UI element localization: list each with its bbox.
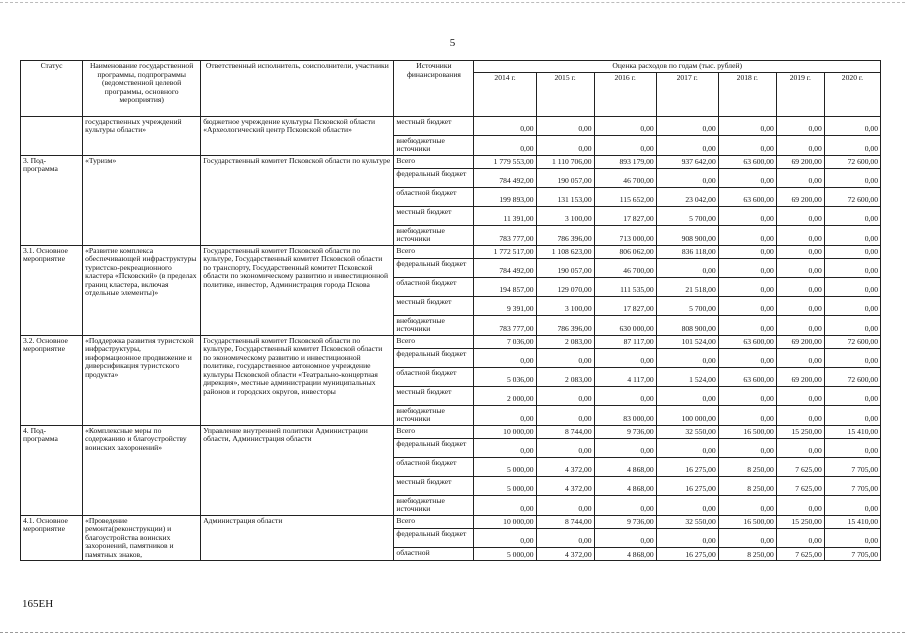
amount-cell: 0,00 (536, 135, 594, 155)
amount-cell: 0,00 (824, 495, 880, 515)
amount-cell: 0,00 (776, 348, 824, 367)
funding-source: Всего (394, 335, 474, 348)
amount-cell: 0,00 (536, 438, 594, 457)
amount-cell: 1 779 553,00 (474, 155, 536, 168)
amount-cell: 784 492,00 (474, 258, 536, 277)
funding-source: Всего (394, 425, 474, 438)
funding-source: областной бюджет (394, 187, 474, 206)
amount-cell: 4 868,00 (594, 547, 656, 560)
amount-cell: 0,00 (776, 405, 824, 425)
amount-cell: 4 117,00 (594, 367, 656, 386)
amount-cell: 4 868,00 (594, 476, 656, 495)
amount-cell: 0,00 (656, 258, 718, 277)
amount-cell: 0,00 (718, 225, 776, 245)
amount-cell: 69 200,00 (776, 187, 824, 206)
amount-cell: 0,00 (656, 495, 718, 515)
funding-source: федеральный бюджет (394, 438, 474, 457)
amount-cell: 0,00 (776, 225, 824, 245)
amount-cell: 0,00 (656, 528, 718, 547)
amount-cell: 8 250,00 (718, 476, 776, 495)
row-executor: Администрация области (201, 515, 394, 561)
amount-cell: 0,00 (824, 225, 880, 245)
funding-source: Всего (394, 155, 474, 168)
budget-table (20, 60, 881, 561)
amount-cell: 0,00 (824, 315, 880, 335)
amount-cell: 0,00 (824, 116, 880, 135)
row-status: 3.1. Основное мероприятие (21, 245, 83, 335)
amount-cell: 5 000,00 (474, 457, 536, 476)
amount-cell: 0,00 (536, 405, 594, 425)
amount-cell: 15 410,00 (824, 425, 880, 438)
amount-cell: 15 410,00 (824, 515, 880, 528)
funding-source: Всего (394, 245, 474, 258)
amount-cell: 0,00 (718, 116, 776, 135)
amount-cell: 783 777,00 (474, 225, 536, 245)
row-status: 3. Под-программа (21, 155, 83, 245)
amount-cell: 17 827,00 (594, 206, 656, 225)
amount-cell: 806 062,00 (594, 245, 656, 258)
amount-cell: 0,00 (594, 528, 656, 547)
amount-cell: 4 868,00 (594, 457, 656, 476)
amount-cell: 0,00 (776, 495, 824, 515)
amount-cell: 2 083,00 (536, 335, 594, 348)
header-year: 2020 г. (824, 72, 880, 116)
amount-cell: 0,00 (718, 405, 776, 425)
amount-cell: 72 600,00 (824, 155, 880, 168)
amount-cell: 808 900,00 (656, 315, 718, 335)
funding-source: федеральный бюджет (394, 348, 474, 367)
funding-source: местный бюджет (394, 116, 474, 135)
amount-cell: 4 372,00 (536, 547, 594, 560)
amount-cell: 32 550,00 (656, 515, 718, 528)
amount-cell: 10 000,00 (474, 425, 536, 438)
amount-cell: 8 250,00 (718, 457, 776, 476)
amount-cell: 8 744,00 (536, 515, 594, 528)
amount-cell: 5 036,00 (474, 367, 536, 386)
scan-edge-bottom (0, 632, 905, 633)
amount-cell: 0,00 (594, 116, 656, 135)
amount-cell: 0,00 (824, 277, 880, 296)
amount-cell: 1 108 623,00 (536, 245, 594, 258)
amount-cell: 0,00 (718, 315, 776, 335)
amount-cell: 9 391,00 (474, 296, 536, 315)
header-year: 2017 г. (656, 72, 718, 116)
amount-cell: 0,00 (718, 135, 776, 155)
funding-source: местный бюджет (394, 296, 474, 315)
amount-cell: 7 036,00 (474, 335, 536, 348)
amount-cell: 0,00 (776, 245, 824, 258)
amount-cell: 0,00 (776, 258, 824, 277)
amount-cell: 1 772 517,00 (474, 245, 536, 258)
row-program-name: «Комплексные меры по содержанию и благоустройству воинских захоронений» (83, 425, 201, 515)
amount-cell: 69 200,00 (776, 335, 824, 348)
amount-cell: 2 083,00 (536, 367, 594, 386)
amount-cell: 0,00 (824, 245, 880, 258)
amount-cell: 0,00 (594, 438, 656, 457)
amount-cell: 16 275,00 (656, 547, 718, 560)
amount-cell: 0,00 (474, 348, 536, 367)
amount-cell: 9 736,00 (594, 515, 656, 528)
amount-cell: 32 550,00 (656, 425, 718, 438)
row-program-name: «Туризм» (83, 155, 201, 245)
amount-cell: 5 700,00 (656, 296, 718, 315)
amount-cell: 0,00 (474, 405, 536, 425)
amount-cell: 16 500,00 (718, 425, 776, 438)
amount-cell: 0,00 (536, 495, 594, 515)
amount-cell: 0,00 (776, 277, 824, 296)
funding-source: внебюджетные источники (394, 135, 474, 155)
amount-cell: 190 057,00 (536, 258, 594, 277)
amount-cell: 46 700,00 (594, 168, 656, 187)
amount-cell: 0,00 (656, 168, 718, 187)
amount-cell: 194 857,00 (474, 277, 536, 296)
amount-cell: 0,00 (718, 348, 776, 367)
row-program-name: «Развитие комплекса обеспечивающей инфраструктуры туристско-рекреационного кластера «Псковский» (в пределах границ кластера, включая отдельные элементы)» (83, 245, 201, 335)
amount-cell: 16 500,00 (718, 515, 776, 528)
funding-source: местный бюджет (394, 386, 474, 405)
amount-cell: 0,00 (536, 116, 594, 135)
amount-cell: 0,00 (474, 438, 536, 457)
row-executor: бюджетное учреждение культуры Псковской области «Археологический центр Псковской области» (201, 116, 394, 155)
header-year: 2014 г. (474, 72, 536, 116)
funding-source: внебюджетные источники (394, 315, 474, 335)
amount-cell: 0,00 (824, 348, 880, 367)
amount-cell: 0,00 (776, 206, 824, 225)
amount-cell: 0,00 (656, 135, 718, 155)
amount-cell: 115 652,00 (594, 187, 656, 206)
table-body (21, 116, 881, 561)
amount-cell: 1 110 706,00 (536, 155, 594, 168)
amount-cell: 0,00 (824, 405, 880, 425)
amount-cell: 0,00 (824, 438, 880, 457)
amount-cell: 786 396,00 (536, 315, 594, 335)
row-executor: Управление внутренней политики Администрации области, Администрация области (201, 425, 394, 515)
amount-cell: 713 000,00 (594, 225, 656, 245)
header-year: 2019 г. (776, 72, 824, 116)
amount-cell: 111 535,00 (594, 277, 656, 296)
amount-cell: 4 372,00 (536, 457, 594, 476)
amount-cell: 7 705,00 (824, 457, 880, 476)
amount-cell: 0,00 (474, 528, 536, 547)
amount-cell: 786 396,00 (536, 225, 594, 245)
header-name: Наименование государственной программы, подпрограммы (ведомственной целевой программы, основного мероприятия) (83, 61, 201, 117)
header-year: 2015 г. (536, 72, 594, 116)
amount-cell: 72 600,00 (824, 335, 880, 348)
amount-cell: 3 100,00 (536, 296, 594, 315)
row-program-name: государственных учреждений культуры области» (83, 116, 201, 155)
amount-cell: 0,00 (718, 386, 776, 405)
amount-cell: 783 777,00 (474, 315, 536, 335)
amount-cell: 0,00 (776, 386, 824, 405)
amount-cell: 0,00 (718, 206, 776, 225)
amount-cell: 937 642,00 (656, 155, 718, 168)
row-executor: Государственный комитет Псковской области по культуре, Государственный комитет Псковской области по транспорту, Государственный комитет Псковской области по экономическому развитию и инвестиционной политике, инвестор, Администрация города Пскова (201, 245, 394, 335)
amount-cell: 72 600,00 (824, 367, 880, 386)
table-row (21, 335, 881, 348)
amount-cell: 0,00 (718, 245, 776, 258)
amount-cell: 0,00 (656, 386, 718, 405)
row-status: 4.1. Основное мероприятие (21, 515, 83, 561)
amount-cell: 893 179,00 (594, 155, 656, 168)
document-code: 165ЕН (22, 598, 54, 610)
amount-cell: 0,00 (474, 135, 536, 155)
funding-source: федеральный бюджет (394, 168, 474, 187)
amount-cell: 2 000,00 (474, 386, 536, 405)
amount-cell: 100 000,00 (656, 405, 718, 425)
amount-cell: 0,00 (718, 168, 776, 187)
amount-cell: 8 744,00 (536, 425, 594, 438)
header-executor: Ответственный исполнитель, соисполнители, участники (201, 61, 394, 117)
amount-cell: 17 827,00 (594, 296, 656, 315)
amount-cell: 63 600,00 (718, 335, 776, 348)
funding-source: федеральный бюджет (394, 528, 474, 547)
funding-source: Всего (394, 515, 474, 528)
amount-cell: 9 736,00 (594, 425, 656, 438)
row-executor: Государственный комитет Псковской области по культуре, Государственный комитет Псковской области по экономическому развитию и инвестиционной политике, государственное автономное учреждение культуры Псковской области «Театрально-концертная дирекция», местные администрации муниципальных районов и городских округов, инвесторы (201, 335, 394, 425)
amount-cell: 0,00 (776, 135, 824, 155)
amount-cell: 7 625,00 (776, 476, 824, 495)
header-status: Статус (21, 61, 83, 117)
row-status: 4. Под-программа (21, 425, 83, 515)
amount-cell: 0,00 (824, 296, 880, 315)
amount-cell: 11 391,00 (474, 206, 536, 225)
amount-cell: 0,00 (824, 258, 880, 277)
amount-cell: 63 600,00 (718, 367, 776, 386)
amount-cell: 0,00 (776, 438, 824, 457)
amount-cell: 0,00 (776, 528, 824, 547)
amount-cell: 0,00 (594, 495, 656, 515)
amount-cell: 46 700,00 (594, 258, 656, 277)
amount-cell: 5 700,00 (656, 206, 718, 225)
amount-cell: 0,00 (474, 495, 536, 515)
amount-cell: 101 524,00 (656, 335, 718, 348)
amount-cell: 4 372,00 (536, 476, 594, 495)
amount-cell: 0,00 (594, 135, 656, 155)
amount-cell: 16 275,00 (656, 476, 718, 495)
amount-cell: 0,00 (718, 258, 776, 277)
amount-cell: 190 057,00 (536, 168, 594, 187)
amount-cell: 0,00 (824, 386, 880, 405)
amount-cell: 7 705,00 (824, 476, 880, 495)
amount-cell: 0,00 (824, 135, 880, 155)
header-year: 2016 г. (594, 72, 656, 116)
funding-source: областной бюджет (394, 367, 474, 386)
amount-cell: 0,00 (718, 528, 776, 547)
amount-cell: 129 070,00 (536, 277, 594, 296)
funding-source: областной бюджет (394, 277, 474, 296)
amount-cell: 10 000,00 (474, 515, 536, 528)
amount-cell: 131 153,00 (536, 187, 594, 206)
row-status: 3.2. Основное мероприятие (21, 335, 83, 425)
table-row (21, 245, 881, 258)
amount-cell: 0,00 (594, 386, 656, 405)
row-program-name: «Поддержка развития туристской инфраструктуры, информационное продвижение и диверсификация туристского продукта» (83, 335, 201, 425)
header-row (21, 61, 881, 73)
amount-cell: 0,00 (536, 528, 594, 547)
amount-cell: 0,00 (776, 116, 824, 135)
amount-cell: 0,00 (776, 296, 824, 315)
scan-edge-top (0, 2, 905, 3)
amount-cell: 16 275,00 (656, 457, 718, 476)
amount-cell: 15 250,00 (776, 425, 824, 438)
row-status (21, 116, 83, 155)
table-row (21, 425, 881, 438)
table-row (21, 515, 881, 528)
amount-cell: 0,00 (594, 348, 656, 367)
amount-cell: 23 042,00 (656, 187, 718, 206)
amount-cell: 83 000,00 (594, 405, 656, 425)
funding-source: внебюджетные источники (394, 495, 474, 515)
amount-cell: 7 705,00 (824, 547, 880, 560)
amount-cell: 0,00 (656, 348, 718, 367)
amount-cell: 836 118,00 (656, 245, 718, 258)
amount-cell: 63 600,00 (718, 187, 776, 206)
amount-cell: 63 600,00 (718, 155, 776, 168)
amount-cell: 5 000,00 (474, 547, 536, 560)
amount-cell: 0,00 (474, 116, 536, 135)
amount-cell: 0,00 (656, 438, 718, 457)
page-number: 5 (449, 37, 456, 49)
funding-source: федеральный бюджет (394, 258, 474, 277)
amount-cell: 0,00 (718, 296, 776, 315)
funding-source: областной бюджет (394, 457, 474, 476)
amount-cell: 7 625,00 (776, 457, 824, 476)
amount-cell: 8 250,00 (718, 547, 776, 560)
amount-cell: 7 625,00 (776, 547, 824, 560)
table-row (21, 116, 881, 135)
funding-source: местный бюджет (394, 206, 474, 225)
amount-cell: 0,00 (718, 438, 776, 457)
amount-cell: 3 100,00 (536, 206, 594, 225)
amount-cell: 0,00 (718, 495, 776, 515)
amount-cell: 0,00 (824, 168, 880, 187)
header-year: 2018 г. (718, 72, 776, 116)
row-executor: Государственный комитет Псковской области по культуре (201, 155, 394, 245)
amount-cell: 69 200,00 (776, 367, 824, 386)
funding-source: внебюджетные источники (394, 225, 474, 245)
amount-cell: 0,00 (718, 277, 776, 296)
amount-cell: 0,00 (536, 348, 594, 367)
amount-cell: 0,00 (824, 528, 880, 547)
funding-source: местный бюджет (394, 476, 474, 495)
amount-cell: 87 117,00 (594, 335, 656, 348)
amount-cell: 0,00 (776, 168, 824, 187)
amount-cell: 5 000,00 (474, 476, 536, 495)
funding-source: внебюджетные источники (394, 405, 474, 425)
amount-cell: 0,00 (656, 116, 718, 135)
amount-cell: 21 518,00 (656, 277, 718, 296)
amount-cell: 1 524,00 (656, 367, 718, 386)
amount-cell: 0,00 (776, 315, 824, 335)
amount-cell: 72 600,00 (824, 187, 880, 206)
amount-cell: 0,00 (824, 206, 880, 225)
amount-cell: 784 492,00 (474, 168, 536, 187)
header-estimate: Оценка расходов по годам (тыс. рублей) (474, 61, 881, 73)
table-row (21, 155, 881, 168)
header-sources: Источники финансирования (394, 61, 474, 117)
amount-cell: 199 893,00 (474, 187, 536, 206)
amount-cell: 15 250,00 (776, 515, 824, 528)
row-program-name: «Проведение ремонта(реконструкции) и благоустройства воинских захоронений, памятников и памятных знаков, (83, 515, 201, 561)
amount-cell: 0,00 (536, 386, 594, 405)
amount-cell: 630 000,00 (594, 315, 656, 335)
funding-source: областной (394, 547, 474, 560)
amount-cell: 908 900,00 (656, 225, 718, 245)
amount-cell: 69 200,00 (776, 155, 824, 168)
